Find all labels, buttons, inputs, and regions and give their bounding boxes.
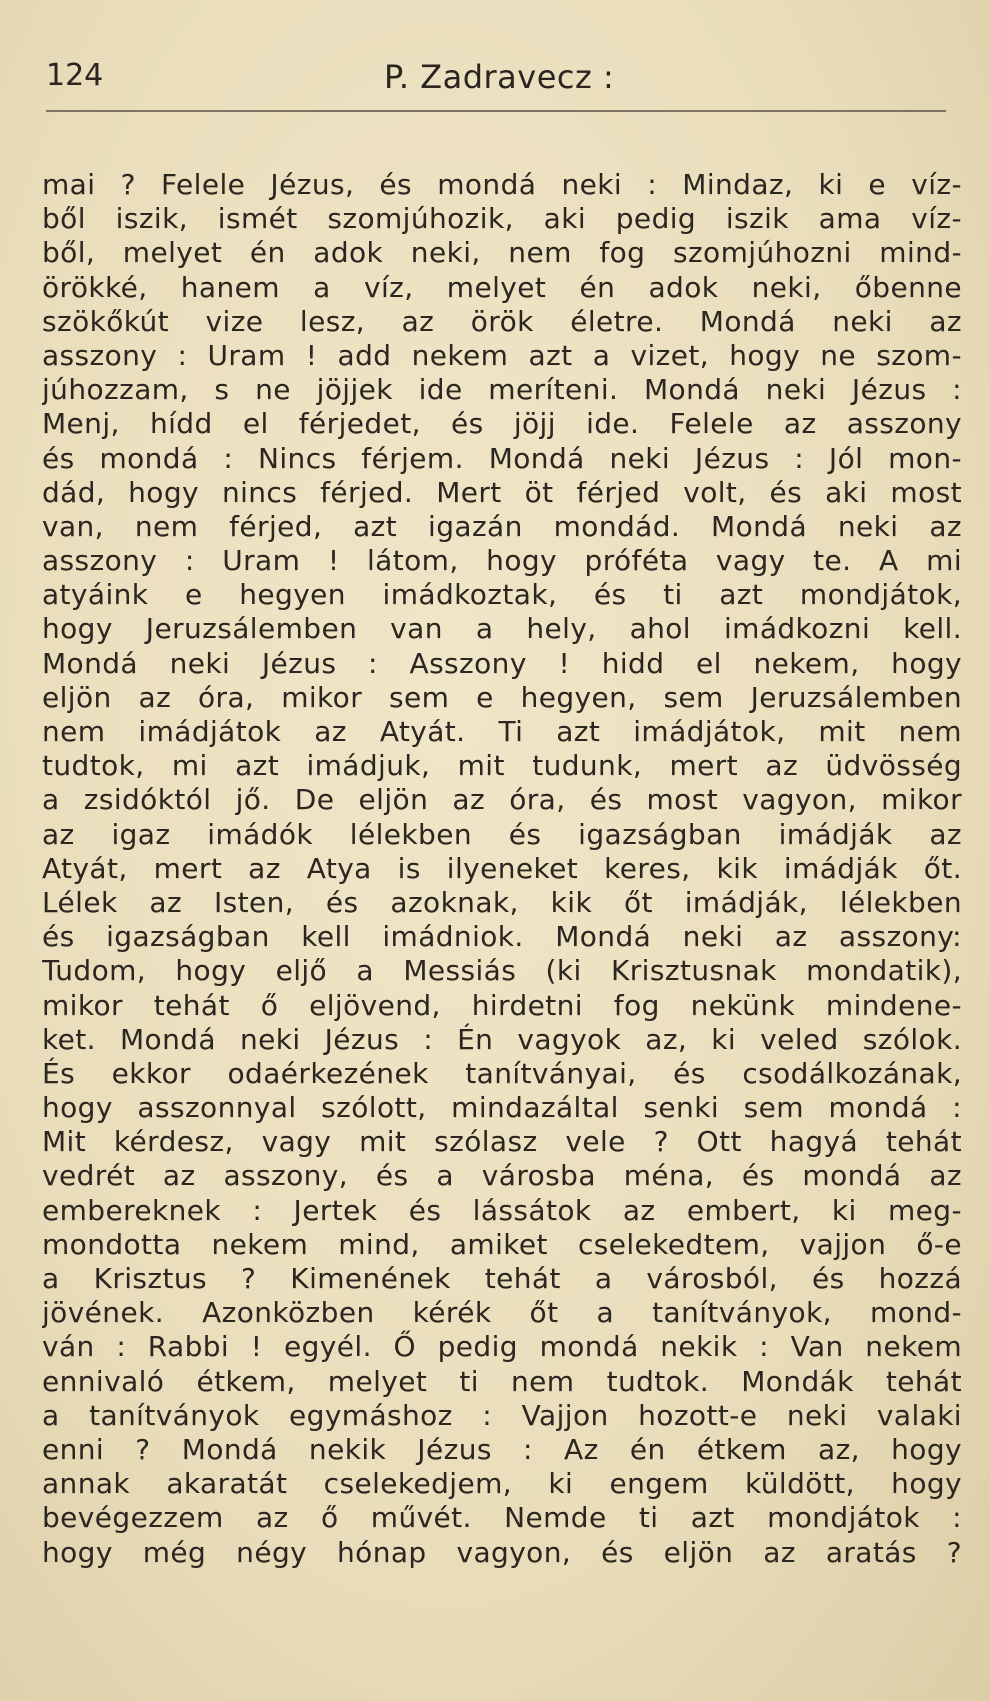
text-line: ennivaló étkem, melyet ti nem tudtok. Mondák tehát — [42, 1364, 962, 1398]
text-line: Tudom, hogy eljő a Messiás (ki Krisztusnak mondatik), — [42, 954, 962, 988]
text-line: embereknek : Jertek és lássátok az embert, ki meg- — [42, 1193, 962, 1227]
text-line: bevégezzem az ő művét. Nemde ti azt mondjátok : — [42, 1501, 962, 1535]
text-line: ből, melyet én adok neki, nem fog szomjúhozni mind- — [42, 236, 962, 270]
text-line: eljön az óra, mikor sem e hegyen, sem Jeruzsálemben — [42, 680, 962, 714]
text-line: Atyát, mert az Atya is ilyeneket keres, kik imádják őt. — [42, 851, 962, 885]
text-line: dád, hogy nincs férjed. Mert öt férjed volt, és aki most — [42, 475, 962, 509]
text-line: ván : Rabbi ! egyél. Ő pedig mondá nekik : Van nekem — [42, 1330, 962, 1364]
text-line: És ekkor odaérkezének tanítványai, és csodálkozának, — [42, 1056, 962, 1090]
text-line: asszony : Uram ! add nekem azt a vizet, hogy ne szom- — [42, 338, 962, 372]
text-line: ből iszik, ismét szomjúhozik, aki pedig iszik ama víz- — [42, 202, 962, 236]
text-line: jövének. Azonközben kérék őt a tanítványok, mond- — [42, 1296, 962, 1330]
text-line: hogy asszonnyal szólott, mindazáltal senki sem mondá : — [42, 1091, 962, 1125]
text-line: júhozzam, s ne jöjjek ide meríteni. Mondá neki Jézus : — [42, 373, 962, 407]
page-number: 124 — [46, 58, 104, 93]
text-line: szökőkút vize lesz, az örök életre. Mondá neki az — [42, 304, 962, 338]
text-line: mikor tehát ő eljövend, hirdetni fog nekünk mindene- — [42, 988, 962, 1022]
text-line: asszony : Uram ! látom, hogy próféta vagy te. A mi — [42, 544, 962, 578]
text-line: vedrét az asszony, és a városba ména, és mondá az — [42, 1159, 962, 1193]
text-line: és igazságban kell imádniok. Mondá neki az asszony: — [42, 920, 962, 954]
text-line: mai ? Felele Jézus, és mondá neki : Mindaz, ki e víz- — [42, 168, 962, 201]
text-line: tudtok, mi azt imádjuk, mit tudunk, mert az üdvösség — [42, 749, 962, 783]
text-line: Menj, hídd el férjedet, és jöjj ide. Felele az asszony — [42, 407, 962, 441]
text-line: nem imádjátok az Atyát. Ti azt imádjátok, mit nem — [42, 715, 962, 748]
text-line: enni ? Mondá nekik Jézus : Az én étkem az, hogy — [42, 1432, 962, 1466]
text-line: az igaz imádók lélekben és igazságban imádják az — [42, 817, 962, 851]
text-line: atyáink e hegyen imádkoztak, és ti azt mondjátok, — [42, 578, 962, 612]
text-line: a Krisztus ? Kimenének tehát a városból, és hozzá — [42, 1262, 962, 1295]
text-line: hogy még négy hónap vagyon, és eljön az aratás ? — [42, 1535, 962, 1569]
running-head: P. Zadravecz : — [384, 58, 615, 96]
text-line: hogy Jeruzsálemben van a hely, ahol imádkozni kell. — [42, 612, 962, 646]
body-text — [42, 168, 962, 1570]
text-line: ket. Mondá neki Jézus : Én vagyok az, ki veled szólok. — [42, 1022, 962, 1056]
page-header — [46, 58, 946, 104]
header-divider — [46, 110, 946, 112]
text-line: a zsidóktól jő. De eljön az óra, és most vagyon, mikor — [42, 783, 962, 817]
text-line: Mit kérdesz, vagy mit szólasz vele ? Ott hagyá tehát — [42, 1125, 962, 1159]
text-line: annak akaratát cselekedjem, ki engem küldött, hogy — [42, 1467, 962, 1501]
text-line: és mondá : Nincs férjem. Mondá neki Jézus : Jól mon- — [42, 441, 962, 475]
text-line: van, nem férjed, azt igazán mondád. Mondá neki az — [42, 509, 962, 543]
text-line: Mondá neki Jézus : Asszony ! hidd el nekem, hogy — [42, 646, 962, 680]
text-line: a tanítványok egymáshoz : Vajjon hozott-e neki valaki — [42, 1398, 962, 1432]
text-line: mondotta nekem mind, amiket cselekedtem, vajjon ő-e — [42, 1227, 962, 1261]
text-line: Lélek az Isten, és azoknak, kik őt imádják, lélekben — [42, 885, 962, 919]
text-line: örökké, hanem a víz, melyet én adok neki, őbenne — [42, 270, 962, 304]
